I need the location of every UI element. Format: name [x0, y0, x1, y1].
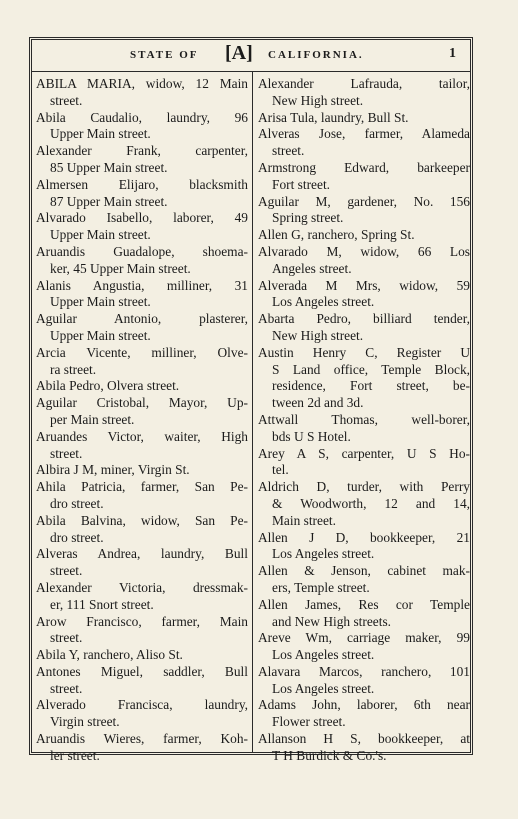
directory-entry — [36, 395, 248, 429]
entry-line: Areve Wm, carriage maker, 99 — [258, 630, 470, 646]
entry-line: Los Angeles street. — [272, 546, 375, 562]
directory-entry — [36, 378, 248, 395]
entry-line: Fort street. — [272, 176, 331, 192]
entry-line: Alavara Marcos, ranchero, 101 — [258, 663, 470, 679]
entry-line: Upper Main street. — [50, 294, 151, 310]
entry-line: Albira J M, miner, Virgin St. — [36, 462, 190, 478]
entry-line: Armstrong Edward, barkeeper — [258, 159, 470, 175]
entry-line: dro street. — [50, 529, 104, 545]
entry-line: Arow Francisco, farmer, Main — [36, 613, 248, 629]
directory-entry — [258, 563, 470, 597]
directory-entry — [258, 446, 470, 480]
directory-entry — [36, 210, 248, 244]
entry-line: Upper Main street. — [50, 227, 151, 243]
entry-line: Ahila Patricia, farmer, San Pe- — [36, 479, 248, 495]
entry-line: Allen James, Res cor Temple — [258, 596, 470, 612]
entry-line: Angeles street. — [272, 260, 352, 276]
entry-line: Main street. — [272, 512, 336, 528]
entry-line: ABILA MARIA, widow, 12 Main — [36, 76, 248, 91]
directory-entry — [36, 697, 248, 731]
directory-entry — [258, 194, 470, 228]
entry-line: residence, Fort street, be- — [272, 378, 470, 394]
entry-line: Abarta Pedro, billiard tender, — [258, 311, 470, 327]
directory-entry — [36, 278, 248, 312]
entry-line: Alveras Andrea, laundry, Bull — [36, 546, 248, 562]
entry-line: ers, Temple street. — [272, 579, 370, 595]
directory-entry — [36, 731, 248, 765]
directory-entry — [36, 462, 248, 479]
entry-line: Antones Miguel, saddler, Bull — [36, 663, 248, 679]
entry-line: T H Burdick & Co.'s. — [272, 747, 387, 763]
left-column — [36, 76, 248, 765]
directory-entry — [36, 244, 248, 278]
entry-line: Abila Caudalio, laundry, 96 — [36, 109, 248, 125]
entry-line: S Land office, Temple Block, — [272, 361, 470, 377]
entry-line: tween 2d and 3d. — [272, 395, 364, 411]
entry-line: Aruandes Victor, waiter, High — [36, 428, 248, 444]
entry-line: ra street. — [50, 361, 97, 377]
entry-line: Allanson H S, bookkeeper, at — [258, 731, 470, 747]
directory-entry — [258, 412, 470, 446]
entry-line: ker, 45 Upper Main street. — [50, 260, 191, 276]
entry-line: Alexander Lafrauda, tailor, — [258, 76, 470, 91]
entry-line: and New High streets. — [272, 613, 391, 629]
directory-entry — [258, 110, 470, 127]
directory-entry — [36, 664, 248, 698]
directory-entry — [36, 513, 248, 547]
entry-line: Los Angeles street. — [272, 647, 375, 663]
entry-line: Arey A S, carpenter, U S Ho- — [258, 445, 470, 461]
entry-line: 87 Upper Main street. — [50, 193, 168, 209]
entry-line: Spring street. — [272, 210, 344, 226]
entry-line: Upper Main street. — [50, 327, 151, 343]
running-header — [32, 40, 470, 72]
directory-entry — [36, 479, 248, 513]
directory-entry — [258, 479, 470, 529]
right-column — [258, 76, 470, 765]
directory-entry — [258, 630, 470, 664]
directory-entry — [258, 697, 470, 731]
directory-entry — [258, 664, 470, 698]
entry-line: Allen & Jenson, cabinet mak- — [258, 563, 470, 579]
entry-line: Aruandis Guadalope, shoema- — [36, 243, 248, 259]
entry-line: New High street. — [272, 327, 364, 343]
directory-entry — [258, 244, 470, 278]
entry-line: Almersen Elijaro, blacksmith — [36, 176, 248, 192]
directory-entry — [36, 546, 248, 580]
entry-line: Aguilar M, gardener, No. 156 — [258, 193, 470, 209]
entry-line: Aldrich D, turder, with Perry — [258, 479, 470, 495]
entry-line: tel. — [272, 462, 289, 478]
directory-entry — [258, 731, 470, 765]
entry-line: Alanis Angustia, milliner, 31 — [36, 277, 248, 293]
entry-line: bds U S Hotel. — [272, 428, 351, 444]
directory-entry — [258, 126, 470, 160]
entry-line: Los Angeles street. — [272, 680, 375, 696]
entry-line: Upper Main street. — [50, 126, 151, 142]
entry-line: Adams John, laborer, 6th near — [258, 697, 470, 713]
entry-line: street. — [50, 563, 83, 579]
directory-entry — [258, 311, 470, 345]
entry-line: New High street. — [272, 92, 364, 108]
entry-line: Allen J D, bookkeeper, 21 — [258, 529, 470, 545]
header-letter: [A] — [225, 42, 253, 64]
entry-line: Alverado Francisca, laundry, — [36, 697, 248, 713]
entry-line: Abila Y, ranchero, Aliso St. — [36, 647, 183, 663]
entry-line: Alexander Victoria, dressmak- — [36, 579, 248, 595]
entry-line: Alverada M Mrs, widow, 59 — [258, 277, 470, 293]
entry-line: per Main street. — [50, 411, 135, 427]
directory-entry — [36, 143, 248, 177]
directory-entry — [36, 177, 248, 211]
header-state-of: STATE OF — [130, 49, 199, 61]
directory-entry — [36, 614, 248, 648]
directory-entry — [36, 647, 248, 664]
entry-line: & Woodworth, 12 and 14, — [272, 495, 470, 511]
directory-entry — [258, 278, 470, 312]
page-number: 1 — [449, 46, 456, 61]
entry-line: Arcia Vicente, milliner, Olve- — [36, 344, 248, 360]
entry-line: dro street. — [50, 495, 104, 511]
entry-line: Abila Pedro, Olvera street. — [36, 378, 180, 394]
entry-line: street. — [50, 630, 83, 646]
directory-entry — [258, 227, 470, 244]
directory-entry — [258, 597, 470, 631]
directory-entry — [258, 345, 470, 412]
header-california: CALIFORNIA. — [268, 49, 364, 61]
entry-line: Alveras Jose, farmer, Alameda — [258, 126, 470, 142]
entry-line: 85 Upper Main street. — [50, 159, 168, 175]
page-frame — [29, 37, 473, 763]
directory-entry — [36, 311, 248, 345]
directory-entry — [258, 76, 470, 110]
entry-line: Attwall Thomas, well-borer, — [258, 411, 470, 427]
entry-line: Alvarado Isabello, laborer, 49 — [36, 210, 248, 226]
entry-line: Alexander Frank, carpenter, — [36, 143, 248, 159]
entry-line: Aruandis Wieres, farmer, Koh- — [36, 731, 248, 747]
directory-entry — [36, 429, 248, 463]
column-divider — [252, 71, 253, 752]
entry-line: Virgin street. — [50, 714, 120, 730]
directory-entry — [36, 345, 248, 379]
entry-line: Allen G, ranchero, Spring St. — [258, 227, 415, 243]
entry-line: er, 111 Snort street. — [50, 596, 154, 612]
directory-entry — [36, 580, 248, 614]
entry-line: street. — [50, 445, 83, 461]
directory-entry — [36, 76, 248, 110]
entry-line: Austin Henry C, Register U — [258, 344, 470, 360]
entry-line: Flower street. — [272, 714, 346, 730]
entry-line: Alvarado M, widow, 66 Los — [258, 243, 470, 259]
directory-entry — [36, 110, 248, 144]
entry-line: street. — [50, 92, 83, 108]
directory-entry — [258, 530, 470, 564]
directory-entry — [258, 160, 470, 194]
entry-line: street. — [272, 143, 305, 159]
entry-line: Los Angeles street. — [272, 294, 375, 310]
entry-line: Aguilar Cristobal, Mayor, Up- — [36, 395, 248, 411]
entry-line: street. — [50, 680, 83, 696]
entry-line: ler street. — [50, 747, 100, 763]
entry-line: Abila Balvina, widow, San Pe- — [36, 512, 248, 528]
entry-line: Arisa Tula, laundry, Bull St. — [258, 109, 409, 125]
entry-line: Aguilar Antonio, plasterer, — [36, 311, 248, 327]
